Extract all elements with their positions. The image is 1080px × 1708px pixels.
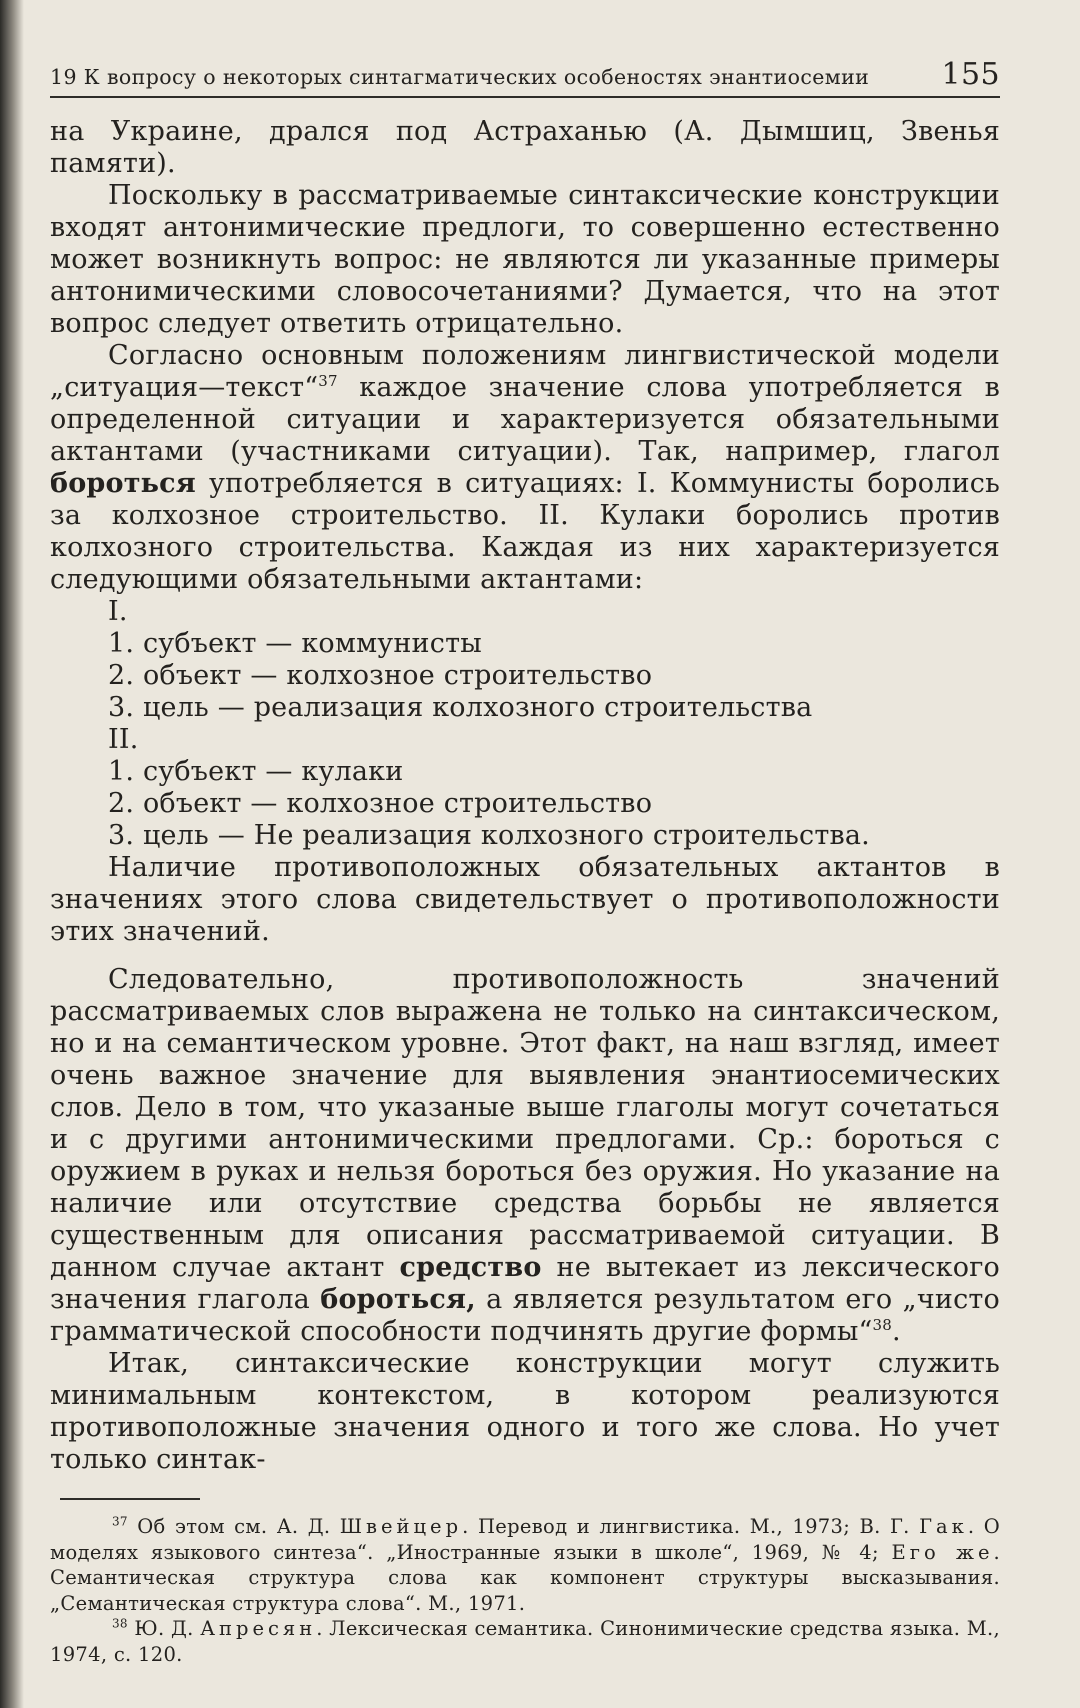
footnote-text: Об этом см. А. Д.: [127, 1515, 340, 1538]
footnote-37: [50, 1514, 1000, 1616]
running-head: [50, 57, 1000, 98]
footnote-author: Гак: [919, 1515, 968, 1538]
footnote-ref-38: 38: [872, 1316, 893, 1334]
situation-numeral: I.: [108, 596, 128, 627]
footnote-38: [50, 1616, 1000, 1667]
paragraph-2: Поскольку в рассматриваемые синтаксические конструкции входят антонимические предлоги, то совершенно естественно может возникнуть вопрос: не являются ли указанные примеры антонимическими словосочетаниями? Думается, что на этот вопрос следует ответить отрицательно.: [50, 180, 1000, 339]
situation-1: [50, 596, 1000, 724]
paragraph-3: [50, 340, 1000, 596]
paragraph-5-text-d: .: [892, 1316, 901, 1347]
situation-2: [50, 724, 1000, 852]
footnote-author: Швейцер: [339, 1515, 463, 1538]
paragraph-5-text-b: не вытекает из лексического значения глагола: [50, 1252, 1000, 1315]
paragraph-3-text-b: каждое значение слова употребляется в определенной ситуации и характеризуется обязательными актантами (участниками ситуации). Так, например, глагол: [50, 372, 1000, 467]
chapter-title: 19 К вопросу о некоторых синтагматических особеностях энантиосемии: [50, 65, 870, 89]
footnote-ref-37: 37: [318, 372, 338, 390]
paragraph-5-text-a: Следовательно, противоположность значений рассматриваемых слов выражена не только на синтаксическом, но и на семантическом уровне. Этот факт, на наш взгляд, имеет очень важное значение для выявления энантиосемических слов. Дело в том, что указаные выше глаголы могут сочетаться и с другими антонимическими предлогами. Ср.: бороться с оружием в руках и нельзя бороться без оружия. Но указание на наличие или отсутствие средства борьбы не является существенным для описания рассматриваемой ситуации. В данном случае актант: [50, 964, 1000, 1283]
footnote-author: Его же: [891, 1540, 994, 1564]
paragraph-1: на Украине, дрался под Астраханью (А. Дымшиц, Звенья памяти).: [50, 116, 1000, 179]
actant-item: 3. цель — Не реализация колхозного строительства.: [108, 820, 870, 851]
footnote-text: . Перевод и лингвистика. М., 1973; В. Г.: [462, 1515, 920, 1538]
book-spine-shadow: [0, 0, 24, 1708]
paragraph-3-text-c: употребляется в ситуациях: I. Коммунисты боролись за колхозное строительство. II. Кулаки боролись против колхозного строительства. Каждая из них характеризуется следующими обязательными актантами:: [50, 468, 1000, 595]
actant-item: 3. цель — реализация колхозного строительства: [108, 692, 813, 723]
book-page: [50, 57, 1001, 1667]
footnote-text: . Лексическая семантика. Синонимические средства языка. М., 1974, с. 120.: [50, 1617, 1000, 1666]
footnote-number: 38: [112, 1616, 128, 1631]
page-number: 155: [941, 57, 1000, 92]
term-borotsya: бороться: [50, 468, 196, 499]
footnote-text: . Семантическая структура слова как компонент структуры высказывания. „Семантическая структура слова“. М., 1971.: [50, 1540, 1001, 1615]
paragraph-4: Наличие противоположных обязательных актантов в значениях этого слова свидетельствует о противоположности этих значений.: [50, 852, 1000, 947]
actant-item: 1. субъект — коммунисты: [108, 628, 482, 659]
paragraph-3-text-a: Согласно основным положениям лингвистической модели „ситуация—текст“: [50, 340, 1000, 403]
actant-item: 1. субъект — кулаки: [108, 756, 404, 787]
paragraph-6: Итак, синтаксические конструкции могут служить минимальным контекстом, в котором реализуются противоположные значения одного и того же слова. Но учет только синтак-: [50, 1348, 1000, 1475]
body-text: [50, 116, 1000, 1476]
footnote-text: Ю. Д.: [127, 1617, 201, 1640]
situation-numeral: II.: [108, 724, 139, 755]
actant-item: 2. объект — колхозное строительство: [108, 788, 653, 819]
paragraph-5: [50, 964, 1000, 1348]
term-sredstvo: средство: [399, 1252, 542, 1283]
footnotes: [50, 1514, 1000, 1667]
actant-item: 2. объект — колхозное строительство: [108, 660, 653, 691]
paragraph-5-text-c: а является результатом его „чисто грамматической способности подчинять другие формы“: [50, 1284, 1000, 1347]
footnote-text: . О моделях языкового синтеза“. „Иностранные языки в школе“, 1969, № 4;: [50, 1515, 1000, 1564]
footnote-author: Апресян: [200, 1617, 317, 1640]
term-borotsya-2: бороться,: [320, 1284, 476, 1315]
footnote-separator: [60, 1498, 200, 1500]
footnote-number: 37: [112, 1514, 128, 1529]
